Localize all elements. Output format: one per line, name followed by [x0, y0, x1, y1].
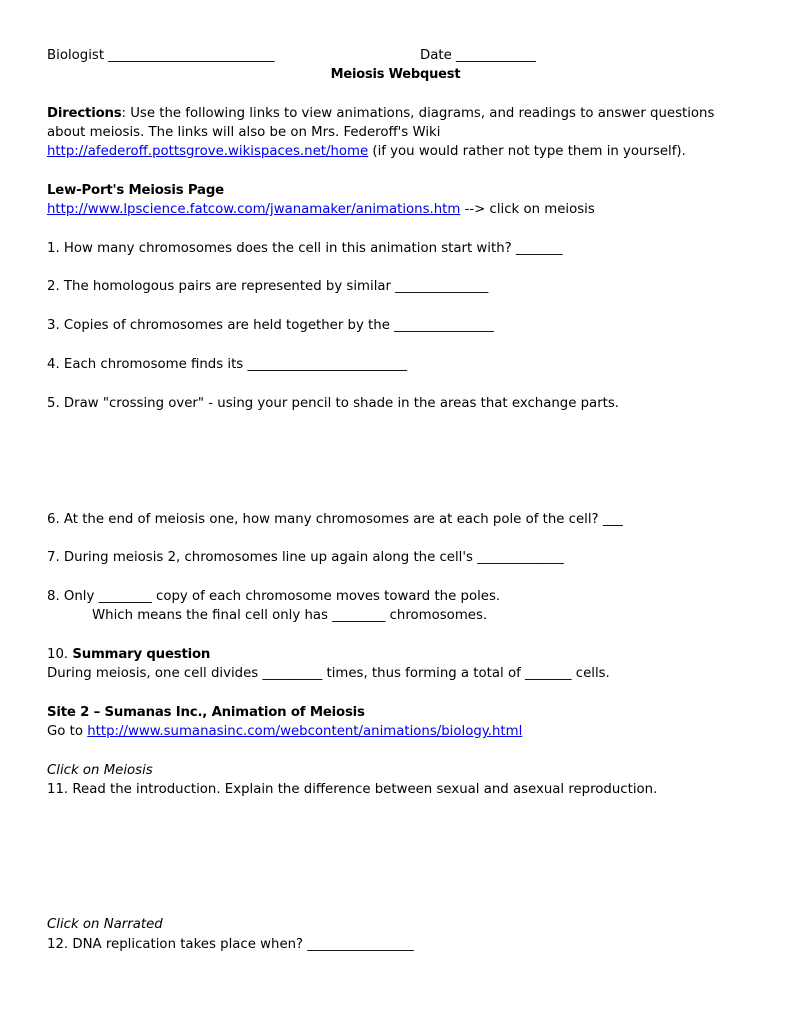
directions-text-1: : Use the following links to view animations, diagrams, and readings to answer questions — [121, 106, 715, 121]
question-6: 6. At the end of meiosis one, how many chromosomes are at each pole of the cell? ___ — [47, 512, 623, 527]
question-7: 7. During meiosis 2, chromosomes line up again along the cell's _____________ — [47, 550, 564, 565]
question-2: 2. The homologous pairs are represented by similar ______________ — [47, 279, 489, 294]
date-blank[interactable]: ____________ — [456, 48, 536, 63]
click-on-narrated: Click on Narrated — [47, 917, 163, 932]
section1-heading: Lew-Port's Meiosis Page — [47, 183, 224, 198]
directions-line-2: about meiosis. The links will also be on Mrs. Federoff's Wiki — [47, 125, 441, 140]
question-10-text: During meiosis, one cell divides _________ times, thus forming a total of _______ cells. — [47, 666, 610, 681]
click-on-meiosis: Click on Meiosis — [47, 763, 153, 778]
question-12: 12. DNA replication takes place when? ________________ — [47, 937, 414, 952]
question-5: 5. Draw "crossing over" - using your pencil to shade in the areas that exchange parts. — [47, 396, 620, 411]
biologist-label: Biologist — [47, 48, 105, 63]
question-4: 4. Each chromosome finds its ________________________ — [47, 357, 408, 372]
question-1: 1. How many chromosomes does the cell in this animation start with? _______ — [47, 241, 563, 256]
question-11: 11. Read the introduction. Explain the difference between sexual and asexual reproduction. — [47, 782, 658, 797]
section1-link-line — [47, 201, 595, 219]
wiki-link[interactable]: http://afederoff.pottsgrove.wikispaces.net/home — [47, 144, 369, 159]
section1-link-tail: --> click on meiosis — [460, 202, 595, 217]
goto-label: Go to — [47, 724, 88, 739]
directions-label: Directions — [47, 106, 122, 121]
sumanas-link[interactable]: http://www.sumanasinc.com/webcontent/animations/biology.html — [87, 724, 523, 739]
biologist-line — [47, 47, 275, 65]
lpscience-link[interactable]: http://www.lpscience.fatcow.com/jwanamaker/animations.htm — [47, 202, 461, 217]
directions-line-1 — [47, 105, 714, 123]
date-line — [420, 47, 536, 65]
directions-text-3: (if you would rather not type them in yourself). — [368, 144, 686, 159]
question-10-number: 10. — [47, 647, 73, 662]
date-label: Date — [420, 48, 452, 63]
question-10-heading — [47, 646, 210, 664]
section2-heading: Site 2 – Sumanas Inc., Animation of Meiosis — [47, 705, 365, 720]
question-8a: 8. Only ________ copy of each chromosome moves toward the poles. — [47, 589, 501, 604]
directions-line-3 — [47, 143, 686, 161]
summary-question-label: Summary question — [72, 647, 211, 662]
question-3: 3. Copies of chromosomes are held together by the _______________ — [47, 318, 494, 333]
question-8b: Which means the final cell only has ________ chromosomes. — [92, 608, 488, 623]
section2-goto-line — [47, 723, 522, 741]
biologist-blank[interactable]: _________________________ — [108, 48, 275, 63]
page-title: Meiosis Webquest — [330, 67, 461, 82]
